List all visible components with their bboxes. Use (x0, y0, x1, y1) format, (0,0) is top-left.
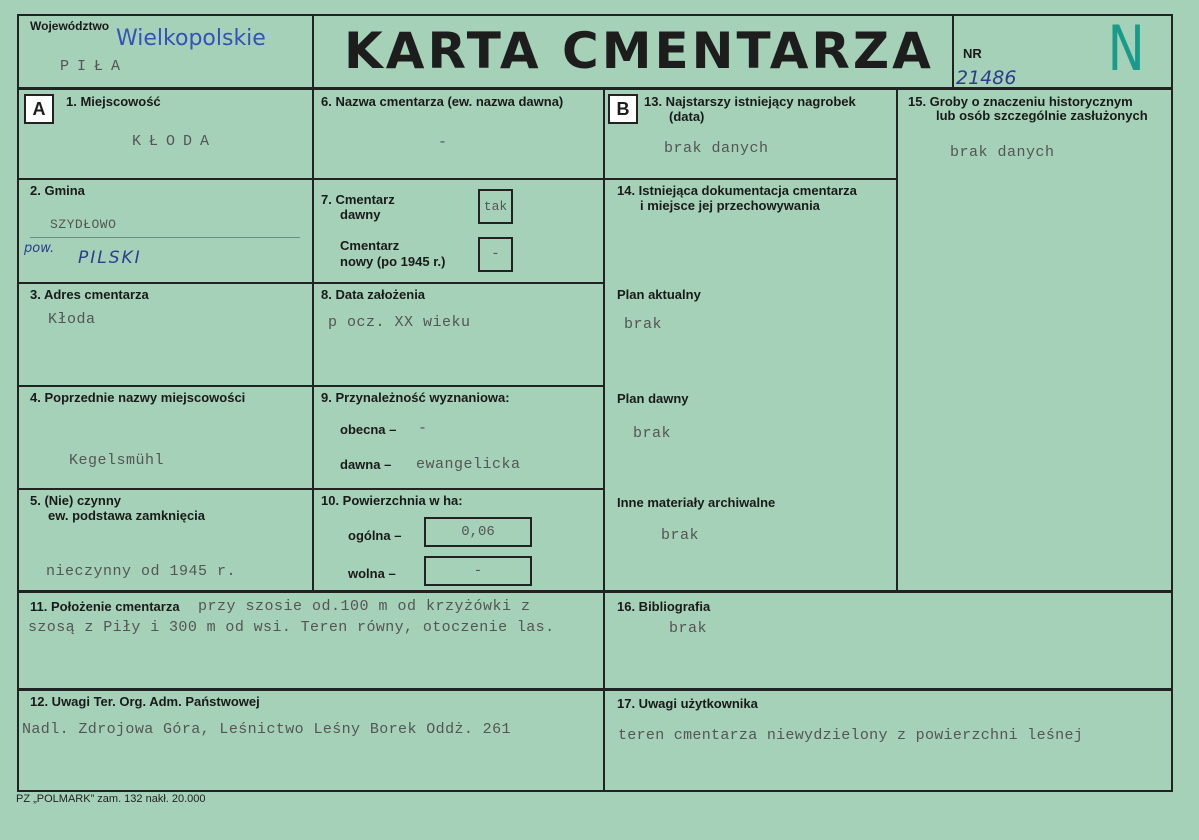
field-7-label-2: dawny (340, 207, 381, 222)
field-5-value: nieczynny od 1945 r. (46, 563, 237, 580)
plan-dawny-value: brak (633, 425, 672, 442)
field-7-dawny-box: tak (478, 189, 513, 224)
field-15-label-1: 15. Groby o znaczeniu historycznym (908, 94, 1133, 109)
field-4-value: Kegelsmühl (69, 452, 165, 469)
field-13-value: brak danych (664, 140, 769, 157)
field-14-label-1: 14. Istniejąca dokumentacja cmentarza (617, 183, 857, 198)
card-title: KARTA CMENTARZA (344, 22, 934, 80)
field-13-label-1: 13. Najstarszy istniejący nagrobek (644, 94, 856, 109)
field-6-label: 6. Nazwa cmentarza (ew. nazwa dawna) (321, 94, 564, 109)
field-10-label: 10. Powierzchnia w ha: (321, 493, 463, 508)
plan-aktualny-value: brak (624, 316, 663, 333)
field-2-value: SZYDŁOWO (50, 217, 117, 232)
field-2-pow-prefix: pow. (24, 241, 55, 256)
field-7-label-4: nowy (po 1945 r.) (340, 254, 446, 269)
field-1-label: 1. Miejscowość (66, 94, 161, 109)
field-6-value: - (438, 134, 448, 151)
field-13-label-2: (data) (669, 109, 705, 124)
wojewodztwo-typed: PIŁA (60, 58, 129, 75)
field-1-value: KŁODA (132, 133, 218, 150)
field-11-value-2: szosą z Piły i 300 m od wsi. Teren równy, otoczenie las. (28, 619, 555, 636)
section-a-marker: A (24, 94, 54, 124)
field-10-wolna-label: wolna – (348, 566, 396, 581)
field-3-value: Kłoda (48, 311, 96, 328)
print-footer: PZ „POLMARK” zam. 132 nakł. 20.000 (16, 793, 206, 805)
field-9-label: 9. Przynależność wyznaniowa: (321, 390, 510, 405)
nr-letter: N (1107, 12, 1145, 85)
field-10-ogolna-box: 0,06 (424, 517, 532, 547)
field-15-value: brak danych (950, 144, 1055, 161)
field-11-value-1: przy szosie od.100 m od krzyżówki z (198, 598, 531, 615)
inne-materialy-label: Inne materiały archiwalne (617, 495, 776, 510)
nr-value: 21486 (956, 67, 1017, 89)
field-3-label: 3. Adres cmentarza (30, 287, 149, 302)
plan-aktualny-label: Plan aktualny (617, 287, 701, 302)
plan-dawny-label: Plan dawny (617, 391, 689, 406)
field-17-label: 17. Uwagi użytkownika (617, 696, 758, 711)
section-b-marker: B (608, 94, 638, 124)
wojewodztwo-label: Województwo (30, 19, 110, 33)
field-15-label-2: lub osób szczególnie zasłużonych (936, 108, 1148, 123)
field-2-underline (30, 237, 300, 238)
inne-materialy-value: brak (661, 527, 700, 544)
field-4-label: 4. Poprzednie nazwy miejscowości (30, 390, 246, 405)
field-12-label: 12. Uwagi Ter. Org. Adm. Państwowej (30, 694, 260, 709)
field-8-label: 8. Data założenia (321, 287, 426, 302)
field-2-pow-value: PILSKI (78, 248, 142, 268)
wojewodztwo-stamp: Wielkopolskie (116, 26, 266, 51)
field-12-value: Nadl. Zdrojowa Góra, Leśnictwo Leśny Borek Oddż. 261 (22, 721, 511, 738)
field-7-label-1: 7. Cmentarz (321, 192, 395, 207)
field-2-label: 2. Gmina (30, 183, 85, 198)
field-8-value: p ocz. XX wieku (328, 314, 471, 331)
field-9-obecna-value: - (418, 420, 428, 437)
field-10-ogolna-label: ogólna – (348, 528, 402, 543)
field-14-label-2: i miejsce jej przechowywania (640, 198, 820, 213)
nr-label: NR (963, 46, 982, 61)
field-7-nowy-box: - (478, 237, 513, 272)
field-9-dawna-label: dawna – (340, 457, 392, 472)
field-5-label-1: 5. (Nie) czynny (30, 493, 122, 508)
field-10-wolna-box: - (424, 556, 532, 586)
field-7-label-3: Cmentarz (340, 238, 400, 253)
field-5-label-2: ew. podstawa zamknięcia (48, 508, 206, 523)
field-16-value: brak (669, 620, 708, 637)
field-11-label: 11. Położenie cmentarza (30, 599, 180, 614)
field-16-label: 16. Bibliografia (617, 599, 711, 614)
field-9-obecna-label: obecna – (340, 422, 397, 437)
field-9-dawna-value: ewangelicka (416, 456, 521, 473)
field-17-value: teren cmentarza niewydzielony z powierzchni leśnej (618, 727, 1084, 744)
